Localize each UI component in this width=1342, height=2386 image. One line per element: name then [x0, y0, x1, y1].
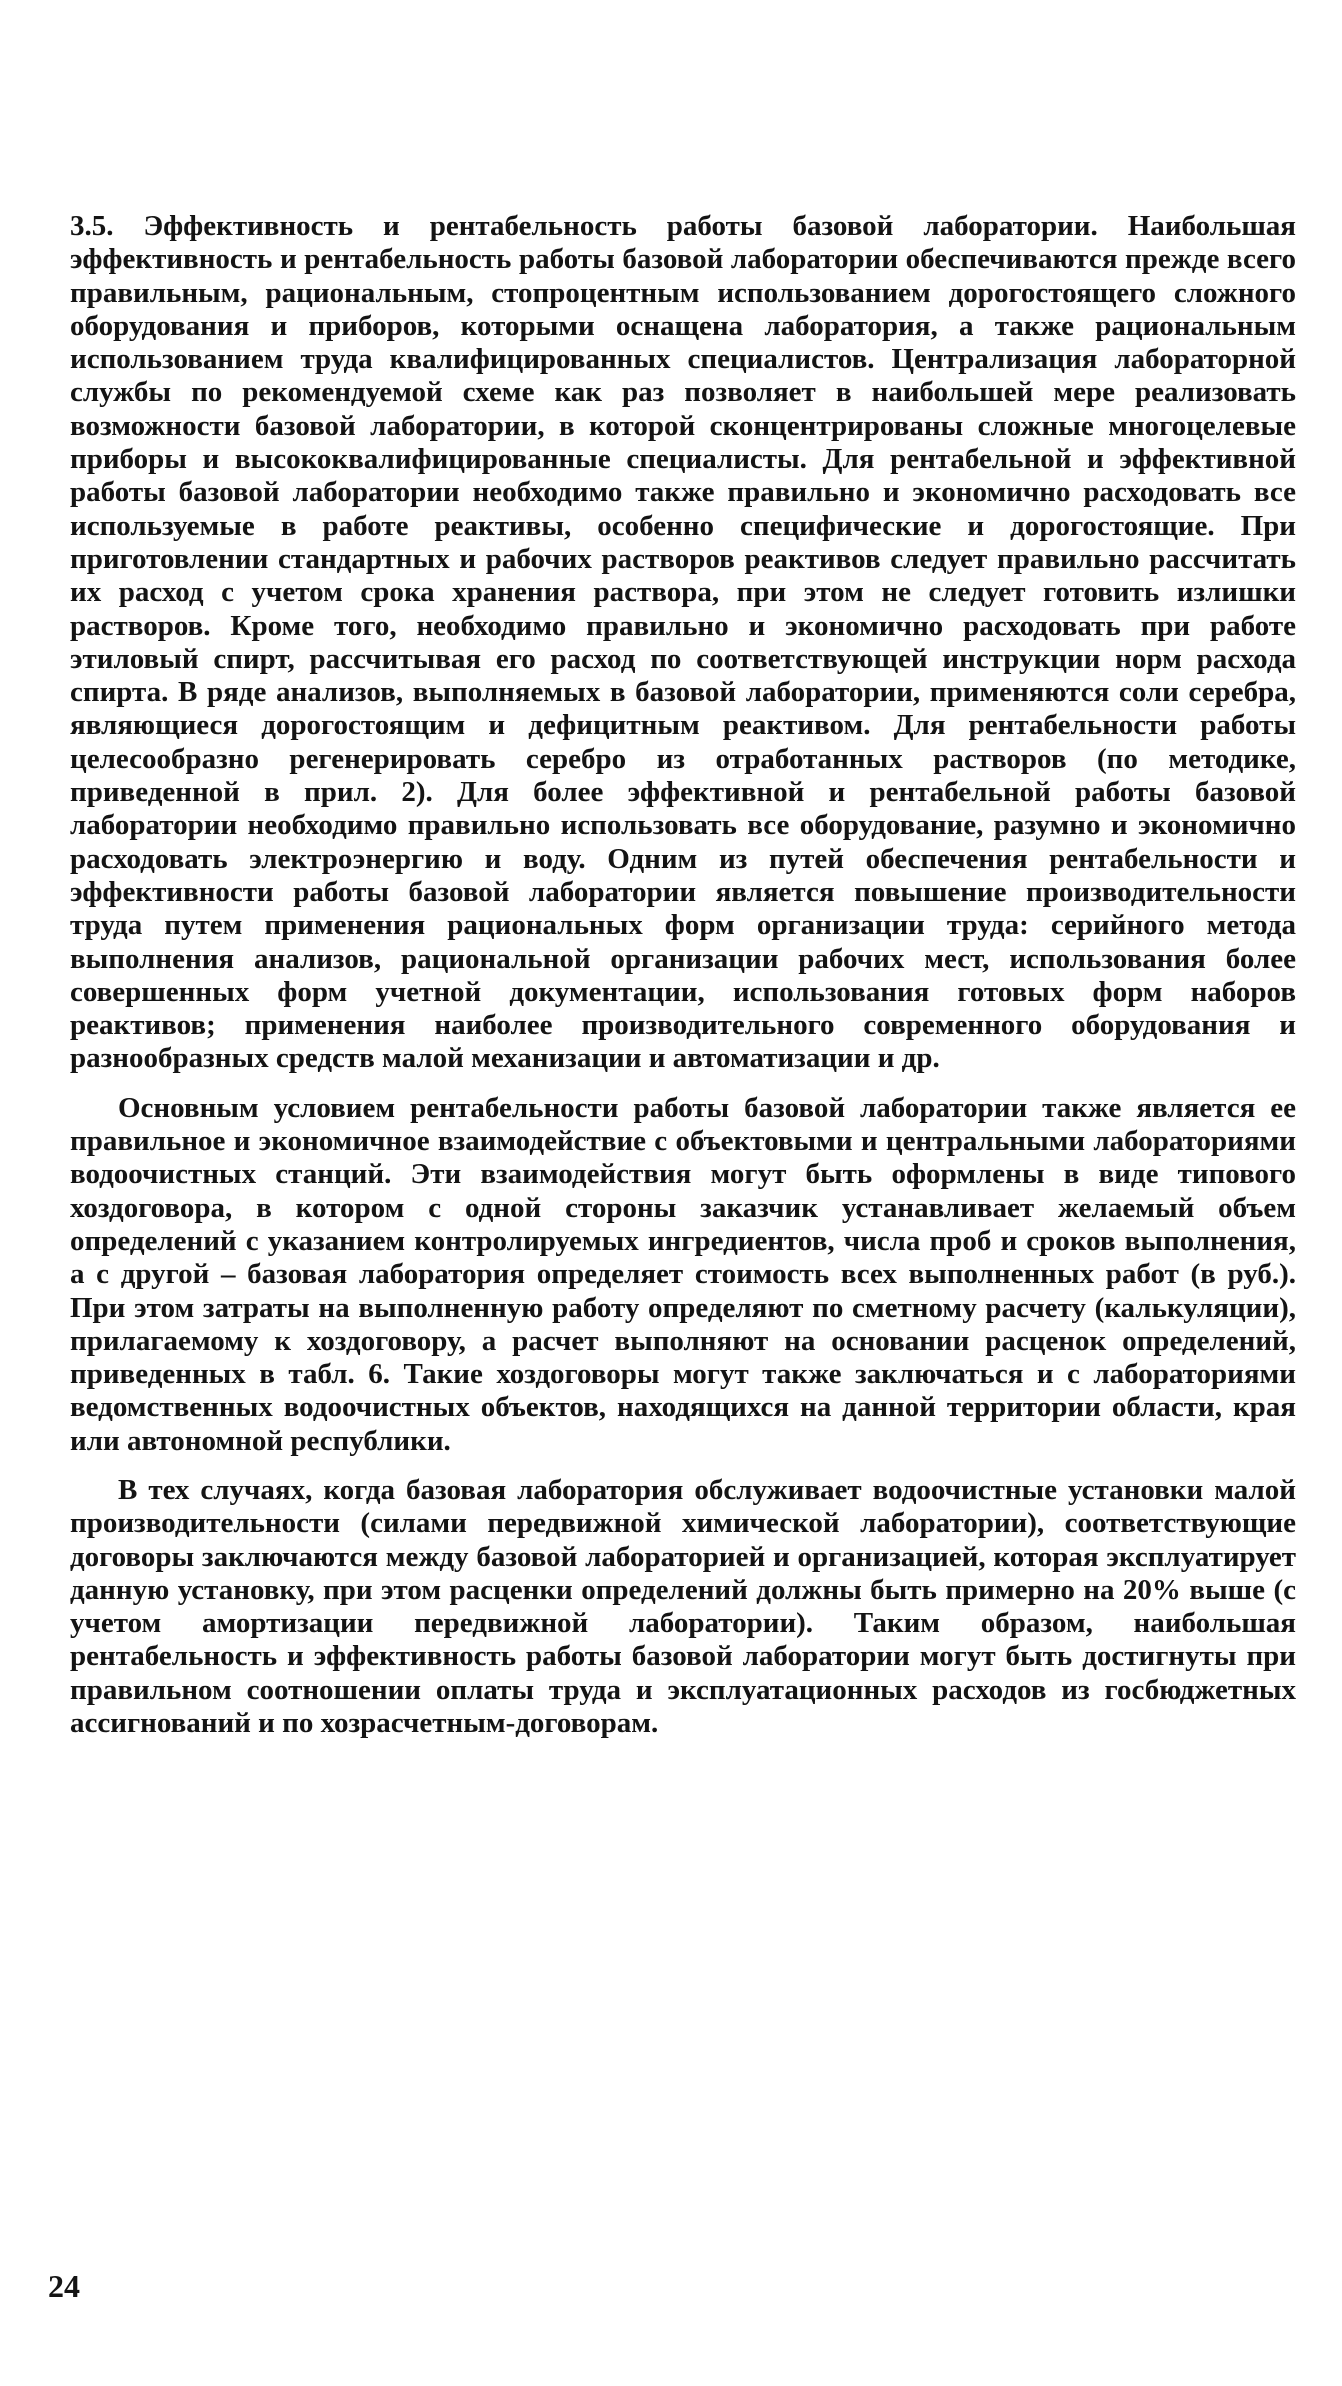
- paragraph-section-3-5: [70, 210, 1296, 1076]
- page-number: 24: [48, 2268, 80, 2304]
- body-text: [70, 210, 1296, 1740]
- paragraph-3: В тех случаях, когда базовая лаборатория обслуживает водоочистные установки малой производительности (силами передвижной химической лаборатории), соответствующие договоры заключаются между базовой лабораторией и организацией, которая эксплуатирует данную установку, при этом расценки определений должны быть примерно на 20% выше (с учетом амортизации передвижной лаборатории). Таким образом, наибольшая рентабельность и эффективность работы базовой лаборатории могут быть достигнуты при правильном соотношении оплаты труда и эксплуатационных расходов из госбюджетных ассигнований и по хозрасчетным-договорам.: [70, 1473, 1296, 1740]
- paragraph-text-1: Эффективность и рентабельность работы базовой лаборатории. Наибольшая эффективность и рентабельность работы базовой лаборатории обеспечиваются прежде всего правильным, рациональным, стопроцентным использованием дорогостоящего сложного оборудования и приборов, которыми оснащена лаборатория, а также рациональным использованием труда квалифицированных специалистов. Централизация лабораторной службы по рекомендуемой схеме как раз позволяет в наибольшей мере реализовать возможности базовой лаборатории, в которой сконцентрированы сложные многоцелевые приборы и высококвалифицированные специалисты. Для рентабельной и эффективной работы базовой лаборатории необходимо также правильно и экономично расходовать все используемые в работе реактивы, особенно специфические и дорогостоящие. При приготовлении стандартных и рабочих растворов реактивов следует правильно рассчитать их расход с учетом срока хранения раствора, при этом не следует готовить излишки растворов. Кроме того, необходимо правильно и экономично расходовать при работе этиловый спирт, рассчитывая его расход по соответствующей инструкции норм расхода спирта. В ряде анализов, выполняемых в базовой лаборатории, применяются соли серебра, являющиеся дорогостоящим и дефицитным реактивом. Для рентабельности работы целесообразно регенерировать серебро из отработанных растворов (по методике, приведенной в прил. 2). Для более эффективной и рентабельной работы базовой лаборатории необходимо правильно использовать все оборудование, разумно и экономично расходовать электроэнергию и воду. Одним из путей обеспечения рентабельности и эффективности работы базовой лаборатории является повышение производительности труда путем применения рациональных форм организации труда: серийного метода выполнения анализов, рациональной организации рабочих мест, использования более совершенных форм учетной документации, использования готовых форм наборов реактивов; применения наиболее производительного современного оборудования и разнообразных средств малой механизации и автоматизации и др.: [70, 210, 1296, 1075]
- paragraph-2: Основным условием рентабельности работы базовой лаборатории также является ее правильное и экономичное взаимодействие с объектовыми и центральными лабораториями водоочистных станций. Эти взаимодействия могут быть оформлены в виде типового хоздоговора, в котором с одной стороны заказчик устанавливает желаемый объем определений с указанием контролируемых ингредиентов, числа проб и сроков выполнения, а с другой – базовая лаборатория определяет стоимость всех выполненных работ (в руб.). При этом затраты на выполненную работу определяют по сметному расчету (калькуляции), прилагаемому к хоздоговору, а расчет выполняют на основании расценок определений, приведенных в табл. 6. Такие хоздоговоры могут также заключаться и с лабораториями ведомственных водоочистных объектов, находящихся на данной территории области, края или автономной республики.: [70, 1091, 1296, 1457]
- section-number: 3.5.: [70, 210, 114, 242]
